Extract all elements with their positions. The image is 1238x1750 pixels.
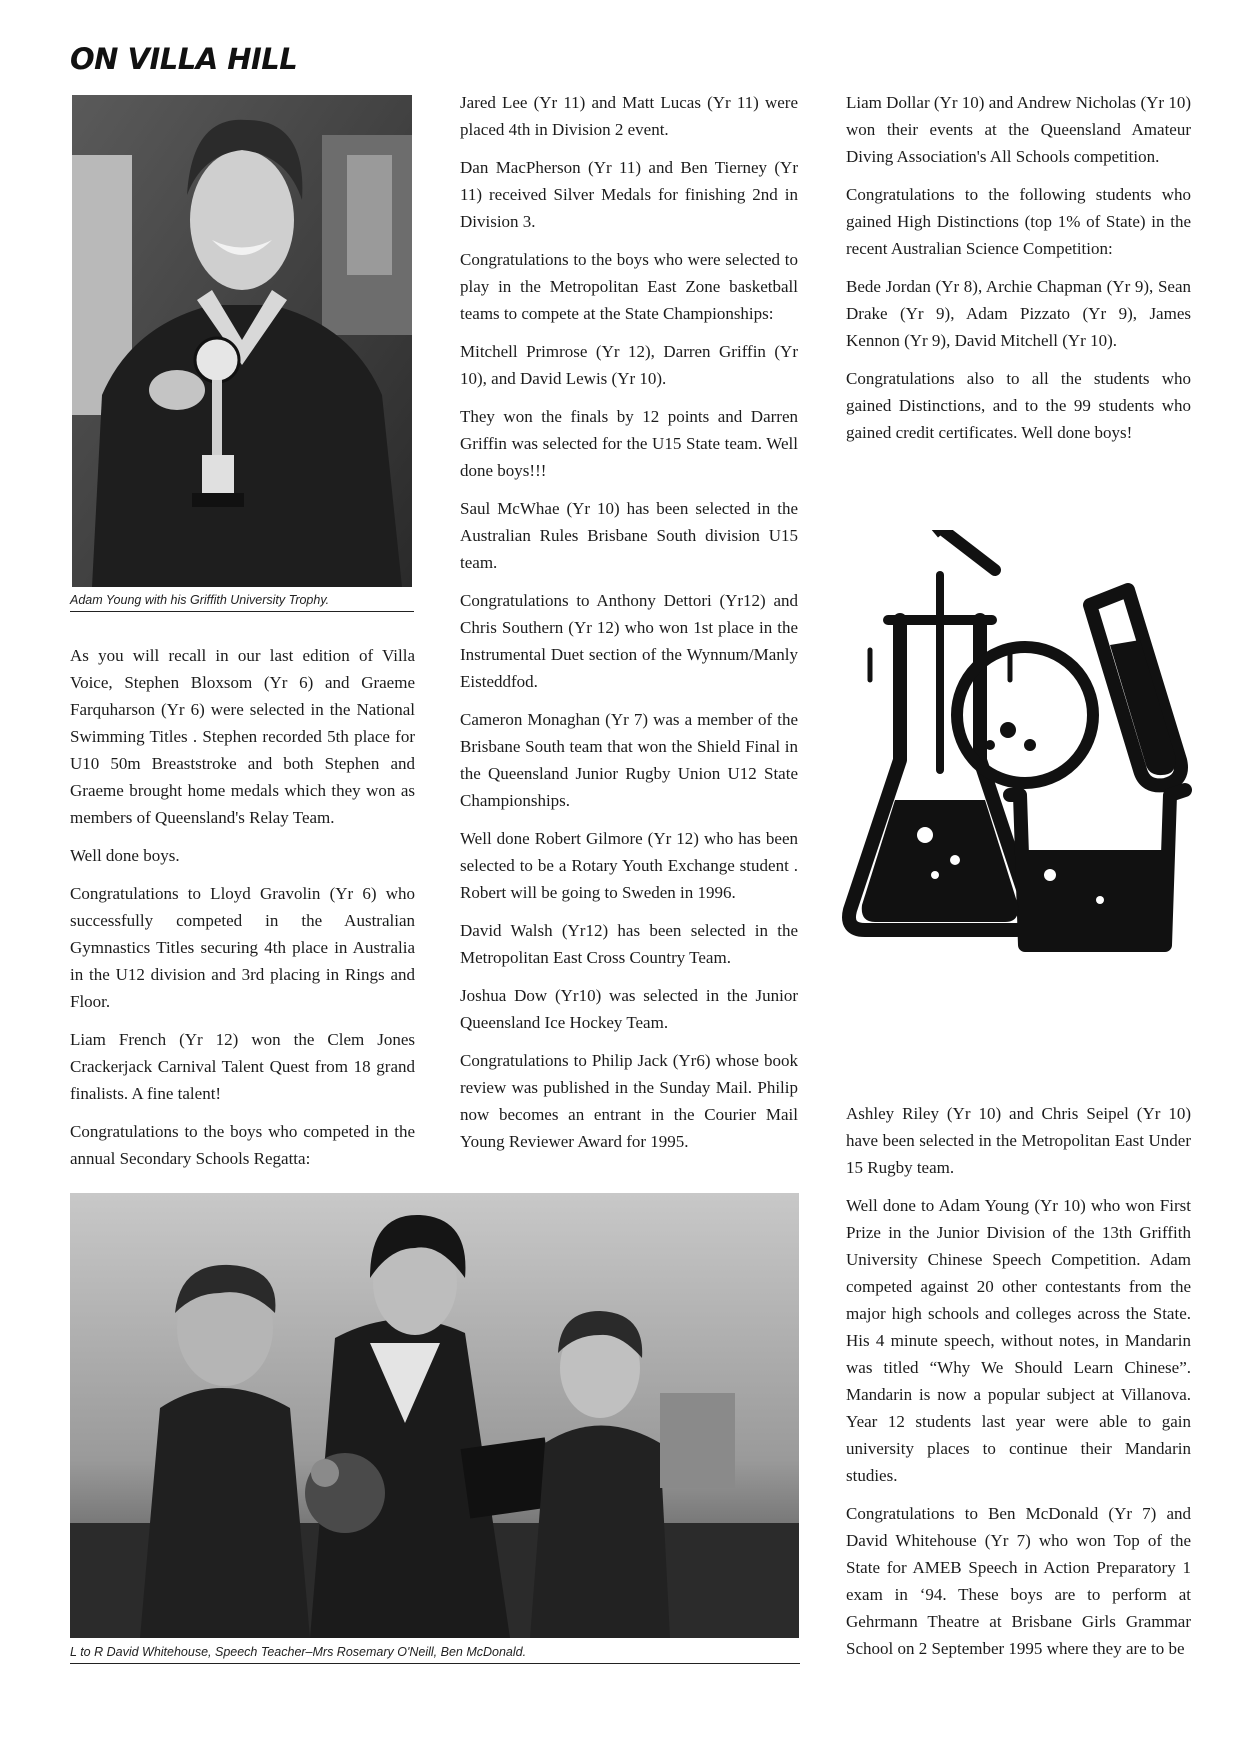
paragraph: Congratulations to Anthony Dettori (Yr12) and Chris Southern (Yr 12) who won 1st place in the Instrumental Duet section of the Wynnum/Manly Eisteddfod. [460, 591, 798, 691]
paragraph: Congratulations to Ben McDonald (Yr 7) and David Whitehouse (Yr 7) who won Top of the State for AMEB Speech in Action Preparatory 1 exam in ‘94. These boys are to perform at Gehrmann Theatre at Brisbane Girls Grammar School on 2 September 1995 where they are to be [846, 1504, 1191, 1658]
paragraph: Well done boys. [70, 846, 180, 865]
paragraph: Liam Dollar (Yr 10) and Andrew Nicholas (Yr 10) won their events at the Queensland Amateur Diving Association's All Schools competition. [846, 93, 1191, 166]
paragraph: Joshua Dow (Yr10) was selected in the Junior Queensland Ice Hockey Team. [460, 986, 798, 1032]
speech-award-photo [70, 1193, 799, 1638]
paragraph: Congratulations to Philip Jack (Yr6) whose book review was published in the Sunday Mail. Philip now becomes an entrant in the Courier Mail Young Reviewer Award for 1995. [460, 1051, 798, 1151]
paragraph: Congratulations also to all the students who gained Distinctions, and to the 99 students who gained credit certificates. Well done boys! [846, 369, 1191, 442]
paragraph: Saul McWhae (Yr 10) has been selected in the Australian Rules Brisbane South division U15 team. [460, 499, 798, 572]
article-column-2 [460, 89, 798, 1166]
paragraph: Congratulations to the boys who were selected to play in the Metropolitan East Zone basketball teams to compete at the State Championships: [460, 250, 798, 323]
article-column-3-bottom [846, 1100, 1191, 1673]
paragraph: Dan MacPherson (Yr 11) and Ben Tierney (Yr 11) received Silver Medals for finishing 2nd in Division 3. [460, 158, 798, 231]
paragraph: They won the finals by 12 points and Darren Griffin was selected for the U15 State team. Well done boys!!! [460, 407, 798, 480]
paragraph: Mitchell Primrose (Yr 12), Darren Griffin (Yr 10), and David Lewis (Yr 10). [460, 342, 798, 388]
paragraph: Jared Lee (Yr 11) and Matt Lucas (Yr 11) were placed 4th in Division 2 event. [460, 93, 798, 139]
article-column-3-top [846, 89, 1191, 457]
paragraph: Congratulations to Lloyd Gravolin (Yr 6) who successfully competed in the Australian Gymnastics Titles securing 4th place in Australia in the U12 division and 3rd placing in Rings and Floor. [70, 884, 415, 1011]
paragraph: Bede Jordan (Yr 8), Archie Chapman (Yr 9), Sean Drake (Yr 9), Adam Pizzato (Yr 9), James Kennon (Yr 9), David Mitchell (Yr 10). [846, 277, 1191, 350]
speech-award-photo-image [70, 1193, 799, 1638]
paragraph: Cameron Monaghan (Yr 7) was a member of the Brisbane South team that won the Shield Final in the Queensland Junior Rugby Union U12 State Championships. [460, 710, 798, 810]
trophy-photo-image [72, 95, 412, 587]
trophy-photo-caption: Adam Young with his Griffith University Trophy. [70, 593, 414, 612]
paragraph: As you will recall in our last edition of Villa Voice, Stephen Bloxsom (Yr 6) and Graeme Farquharson (Yr 6) were selected in the National Swimming Titles . Stephen recorded 5th place for U10 50m Breaststroke and both Stephen and Graeme brought home medals which they won as members of Queensland's Relay Team. [70, 646, 415, 827]
paragraph: Ashley Riley (Yr 10) and Chris Seipel (Yr 10) have been selected in the Metropolitan East Under 15 Rugby team. [846, 1104, 1191, 1177]
paragraph: Liam French (Yr 12) won the Clem Jones Crackerjack Carnival Talent Quest from 18 grand finalists. A fine talent! [70, 1030, 415, 1103]
science-equipment-illustration [840, 530, 1220, 960]
article-column-1 [70, 642, 415, 1183]
speech-award-photo-caption: L to R David Whitehouse, Speech Teacher–Mrs Rosemary O'Neill, Ben McDonald. [70, 1645, 800, 1664]
page-title: ON VILLA HILL [70, 42, 298, 76]
pipette-icon [930, 530, 995, 570]
paragraph: Congratulations to the boys who competed in the annual Secondary Schools Regatta: [70, 1122, 415, 1168]
paragraph: Congratulations to the following students who gained High Distinctions (top 1% of State) in the recent Australian Science Competition: [846, 185, 1191, 258]
paragraph: David Walsh (Yr12) has been selected in the Metropolitan East Cross Country Team. [460, 921, 798, 967]
paragraph: Well done to Adam Young (Yr 10) who won First Prize in the Junior Division of the 13th Griffith University Chinese Speech Competition. Adam competed against 20 other contestants from the major high schools and colleges across the State. His 4 minute speech, without notes, in Mandarin was titled “Why We Should Learn Chinese”. Mandarin is now a popular subject at Villanova. Year 12 students last year were able to gain university places to continue their Mandarin studies. [846, 1196, 1191, 1485]
paragraph: Well done Robert Gilmore (Yr 12) who has been selected to be a Rotary Youth Exchange student . Robert will be going to Sweden in 1996. [460, 829, 798, 902]
trophy-photo [72, 95, 412, 587]
